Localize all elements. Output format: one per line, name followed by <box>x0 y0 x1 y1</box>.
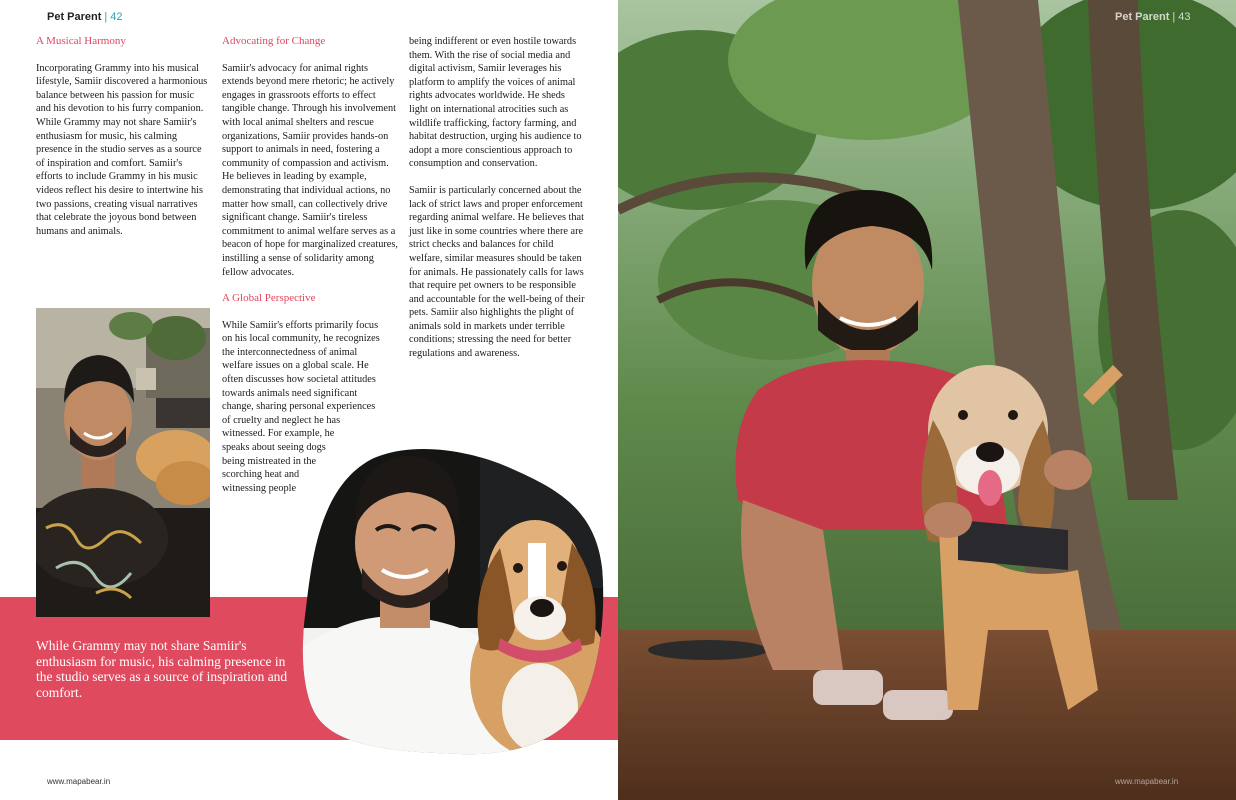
photo-man-with-beagle-selfie <box>300 448 605 756</box>
page-header-right <box>1115 11 1191 23</box>
page-footer-url: www.mapabear.in <box>47 777 111 786</box>
pull-quote: While Grammy may not share Samiir's enthusiasm for music, his calming presence in the studio serves as a source of inspiration and comfort. <box>36 638 288 700</box>
text-line: scorching heat and <box>222 469 300 481</box>
section-heading-advocating: Advocating for Change <box>222 35 326 47</box>
page-header <box>47 11 123 23</box>
column-3-paragraph-1: being indifferent or even hostile towards them. With the rise of social media and digital activism, Samiir leverages his platform to amplify the voices of animal rights advocates worldwide. He sheds light on international atrocities such as wildlife trafficking, factory farming, and habitat destruction, urging his audience to adopt a more conscientious approach to consumption and conservation. <box>409 36 582 170</box>
photo-man-with-dog-studio <box>36 308 210 617</box>
text-line: on his local community, he recognizes <box>222 333 380 345</box>
text-line: often discusses how societal attitudes <box>222 374 376 386</box>
text-line: witnessing people <box>222 482 297 494</box>
text-line: While Samiir's efforts primarily focus <box>222 319 379 331</box>
section-heading-global: A Global Perspective <box>222 292 316 305</box>
section-body-musical-harmony: Incorporating Grammy into his musical lifestyle, Samiir discovered a harmonious balance between his passion for music and his devotion to his furry companion. While Grammy may not share Samiir's enthusiasm for music, his calming presence in the studio serves as a source of inspiration and comfort. Samiir's efforts to include Grammy in his music videos reflect his desire to intertwine his two passions, creating visual narratives that celebrate the joyous bond between humans and animals. <box>36 62 208 237</box>
column-2 <box>222 35 398 495</box>
text-line: the interconnectedness of animal <box>222 346 358 358</box>
text-line: change, sharing personal experiences <box>222 401 376 413</box>
header-separator: | <box>104 11 108 23</box>
section-body-advocating: Samiir's advocacy for animal rights extends beyond mere rhetoric; he actively engages in grassroots efforts to effect tangible change. Through his involvement with local animal shelters and rescue organizations, Samiir provides hands-on support to animals in need, fostering a community of compassion and activism. He believes in leading by example, demonstrating that individual actions, no matter how small, can collectively drive significant change. Samiir's tireless commitment to animal welfare serves as a beacon of hope for marginalized creatures, instilling a sense of solidarity among fellow advocates. <box>222 62 398 278</box>
text-line: being mistreated in the <box>222 455 317 467</box>
column-3 <box>409 35 585 374</box>
photo-man-with-beagle-outdoors <box>618 0 1236 800</box>
text-line: speaks about seeing dogs <box>222 442 326 454</box>
photo-illustration <box>36 308 210 617</box>
page-footer-url-right: www.mapabear.in <box>1115 777 1179 786</box>
blob-photo-illustration <box>300 448 605 756</box>
right-page-photo <box>618 0 1236 800</box>
column-3-paragraph-2: Samiir is particularly concerned about the lack of strict laws and proper enforcement regarding animal welfare. He believes that just like in some countries where there are strict checks and balances for child welfare, similar measures should be taken for animals. He passionately calls for laws that require pet owners to be responsible and accountable for the well-being of their pets. Samiir also highlights the plight of animals sold in markets under terrible conditions; stressing the need for better regulations and awareness. <box>409 184 585 360</box>
text-line: towards animals need significant <box>222 387 358 399</box>
page-number: 42 <box>110 11 123 23</box>
publication-name: Pet Parent <box>1115 11 1170 23</box>
text-line: welfare issues on a global scale. He <box>222 360 369 372</box>
text-line: witnessed. For example, he <box>222 428 335 440</box>
text-line: of cruelty and neglect he has <box>222 414 341 426</box>
column-1 <box>36 35 210 251</box>
header-separator: | <box>1172 11 1176 23</box>
section-heading-musical-harmony: A Musical Harmony <box>36 35 126 47</box>
page-number: 43 <box>1178 11 1191 23</box>
publication-name: Pet Parent <box>47 11 102 23</box>
